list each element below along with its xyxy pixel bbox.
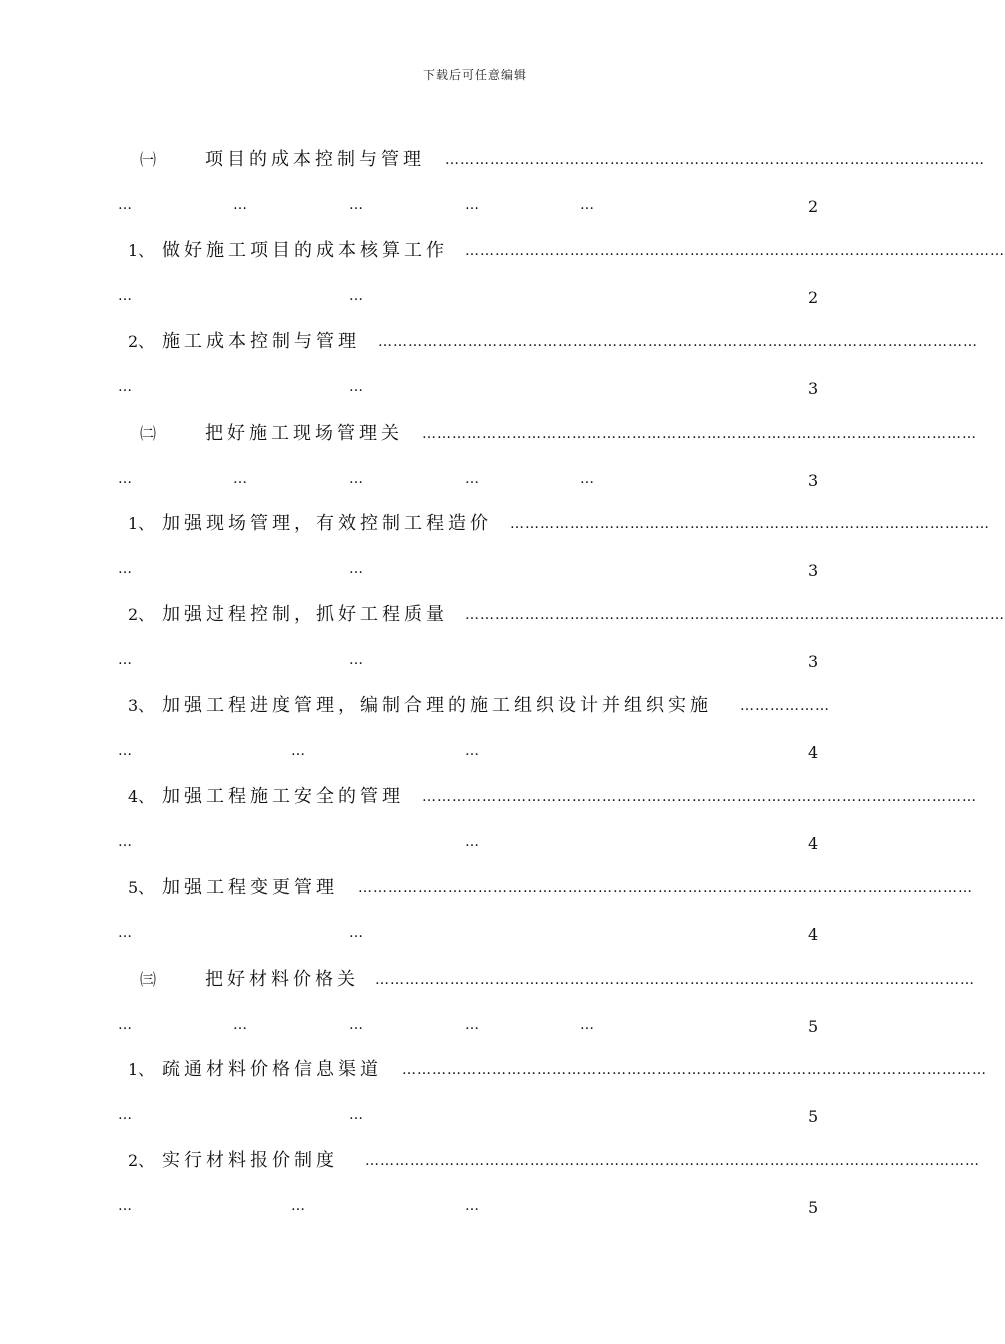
- leader-dots: …………………………………………………………………………………………………………: [375, 972, 975, 988]
- toc-entry-title: 施工成本控制与管理: [162, 331, 360, 352]
- ellipsis: …: [349, 561, 363, 577]
- ellipsis: …: [580, 1017, 594, 1033]
- toc-entry-title: 加强工程变更管理: [162, 877, 338, 898]
- toc-entry-number: ㈠: [140, 150, 157, 169]
- ellipsis: …: [118, 379, 132, 395]
- toc-page-number: 3: [808, 652, 819, 671]
- ellipsis: …: [580, 197, 594, 213]
- toc-entry-title: 把好材料价格关: [205, 969, 359, 990]
- toc-entry-title: 项目的成本控制与管理: [205, 149, 425, 170]
- toc-entry-number: 3、: [128, 696, 155, 715]
- ellipsis: …: [118, 471, 132, 487]
- toc-page-number: 2: [808, 197, 819, 216]
- ellipsis: …: [465, 1017, 479, 1033]
- ellipsis: …: [233, 471, 247, 487]
- ellipsis: …: [233, 1017, 247, 1033]
- ellipsis: …: [465, 743, 479, 759]
- toc-entry-title: 加强现场管理，有效控制工程造价: [162, 513, 492, 534]
- ellipsis: …: [465, 471, 479, 487]
- toc-entry-number: 1、: [128, 1060, 155, 1079]
- ellipsis: …: [118, 197, 132, 213]
- leader-dots: …………………………………………………………………………………………………………: [378, 334, 978, 350]
- ellipsis: …: [118, 743, 132, 759]
- toc-page-number: 3: [808, 471, 819, 490]
- ellipsis: …: [118, 925, 132, 941]
- toc-page-number: 3: [808, 561, 819, 580]
- toc-entry-title: 实行材料报价制度: [162, 1150, 338, 1171]
- leader-dots: ………………………………………………………………………………………………: [465, 607, 1005, 623]
- ellipsis: …: [118, 1107, 132, 1123]
- toc-page-number: 4: [808, 925, 819, 944]
- toc-entry-title: 做好施工项目的成本核算工作: [162, 240, 448, 261]
- leader-dots: …………………………………………………………………………………………………: [422, 789, 977, 805]
- ellipsis: …: [349, 652, 363, 668]
- ellipsis: …: [118, 1198, 132, 1214]
- toc-entry-number: 1、: [128, 241, 155, 260]
- ellipsis: …: [349, 471, 363, 487]
- ellipsis: …: [349, 1017, 363, 1033]
- leader-dots: ……………………………………………………………………………………: [510, 516, 990, 532]
- toc-page-number: 3: [808, 379, 819, 398]
- ellipsis: …: [118, 561, 132, 577]
- ellipsis: …: [291, 743, 305, 759]
- toc-page-number: 4: [808, 834, 819, 853]
- toc-entry-number: ㈡: [140, 424, 157, 443]
- ellipsis: …: [349, 379, 363, 395]
- ellipsis: …: [349, 1107, 363, 1123]
- toc-page-number: 2: [808, 288, 819, 307]
- toc-entry-number: ㈢: [140, 970, 157, 989]
- toc-entry-number: 5、: [128, 878, 155, 897]
- toc-page-number: 5: [808, 1017, 819, 1036]
- toc-entry-title: 加强工程进度管理，编制合理的施工组织设计并组织实施: [162, 695, 712, 716]
- toc-entry[interactable]: [0, 1146, 980, 1328]
- toc-entry-number: 1、: [128, 514, 155, 533]
- leader-dots: ……………………………………………………………………………………………………………: [365, 1153, 980, 1169]
- ellipsis: …: [349, 197, 363, 213]
- ellipsis: …: [118, 834, 132, 850]
- ellipsis: …: [118, 288, 132, 304]
- toc-page-number: 4: [808, 743, 819, 762]
- leader-dots: …………………………………………………………………………………………………: [422, 426, 977, 442]
- ellipsis: …: [349, 925, 363, 941]
- ellipsis: …: [580, 471, 594, 487]
- toc-entry-number: 4、: [128, 787, 155, 806]
- ellipsis: …: [118, 1017, 132, 1033]
- toc-entry-title: 加强过程控制，抓好工程质量: [162, 604, 448, 625]
- toc-entry-number: 2、: [128, 605, 155, 624]
- ellipsis: …: [291, 1198, 305, 1214]
- leader-dots: ………………: [740, 698, 830, 714]
- toc-entry-number: 2、: [128, 332, 155, 351]
- ellipsis: …: [118, 652, 132, 668]
- ellipsis: …: [465, 834, 479, 850]
- toc-page-number: 5: [808, 1107, 819, 1126]
- ellipsis: …: [233, 197, 247, 213]
- ellipsis: …: [465, 197, 479, 213]
- ellipsis: …: [349, 288, 363, 304]
- toc-page-number: 5: [808, 1198, 819, 1217]
- toc-entry-title: 把好施工现场管理关: [205, 423, 403, 444]
- leader-dots: ………………………………………………………………………………………………………: [402, 1062, 987, 1078]
- ellipsis: …: [465, 1198, 479, 1214]
- toc-entry-title: 疏通材料价格信息渠道: [162, 1059, 382, 1080]
- leader-dots: ………………………………………………………………………………………………: [445, 152, 985, 168]
- leader-dots: ………………………………………………………………………………………………: [465, 243, 1005, 259]
- toc-entry-number: 2、: [128, 1151, 155, 1170]
- toc-entry-title: 加强工程施工安全的管理: [162, 786, 404, 807]
- page-header: 下载后可任意编辑: [422, 68, 527, 82]
- leader-dots: ……………………………………………………………………………………………………………: [358, 880, 973, 896]
